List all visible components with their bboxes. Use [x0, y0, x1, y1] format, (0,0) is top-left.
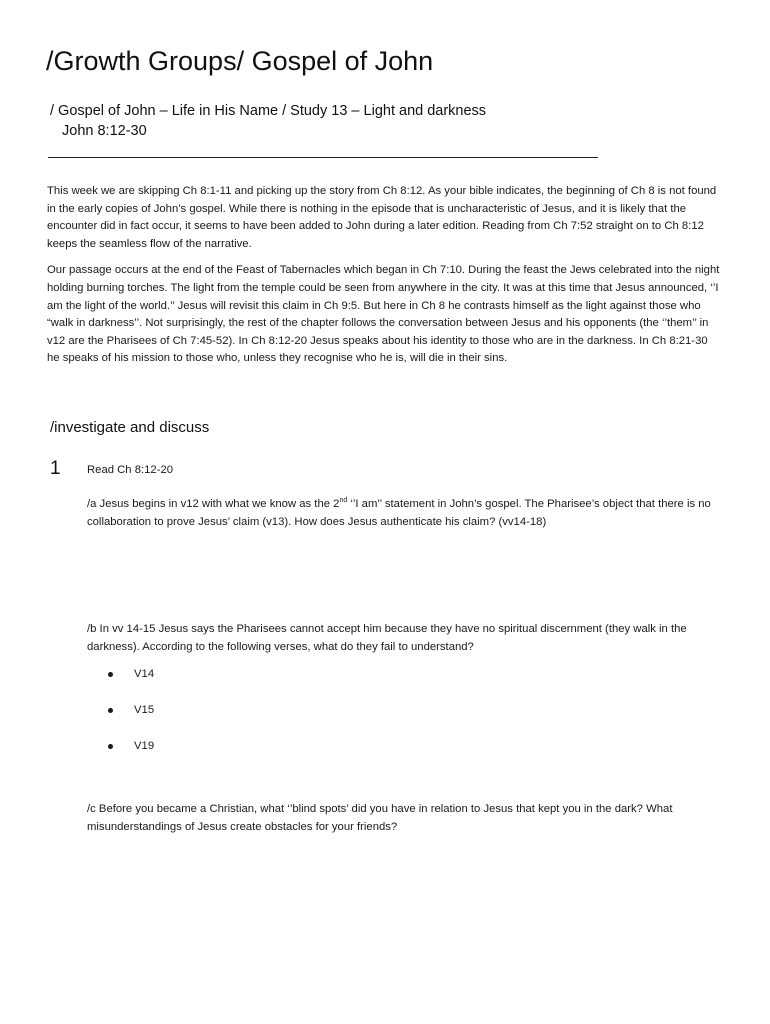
question-part-a [87, 496, 727, 531]
intro-paragraph-1: This week we are skipping Ch 8:1-11 and picking up the story from Ch 8:12. As your bible indicates, the beginning of Ch 8 is not found in the early copies of John’s gospel. While there is nothing in the episode that is uncharacteristic of Jesus, and it is likely that the encounter did in fact occur, it seems to have been added to John during a later edition. Reading from Ch 7:52 straight on to Ch 8:12 keeps the seamless flow of the narrative. [47, 185, 717, 250]
part-a-text-end: ‘’I am’’ statement in John’s gospel. The Pharisee’s object that there is no collaboration to prove Jesus’ claim (v13). How does Jesus authenticate his claim? (vv14-18) [87, 498, 711, 528]
verse-list [108, 666, 154, 774]
header-divider [48, 157, 598, 158]
part-a-text-start: /a Jesus begins in v12 with what we know as the 2 [87, 498, 340, 510]
list-item [108, 738, 154, 774]
bullet-icon [108, 708, 113, 713]
question-part-c: /c Before you became a Christian, what ‘’blind spots’ did you have in relation to Jesus that kept you in the dark? What misunderstandings of Jesus create obstacles for your friends? [87, 803, 673, 833]
passage-reference: John 8:12-30 [62, 123, 147, 139]
page-title: /Growth Groups/ Gospel of John [46, 46, 434, 76]
part-a-superscript: nd [339, 497, 348, 505]
section-heading: /investigate and discuss [50, 419, 210, 436]
bullet-icon [108, 744, 113, 749]
breadcrumb-path: / Gospel of John – Life in His Name / Study 13 – Light and darkness [50, 103, 487, 119]
question-part-b: /b In vv 14-15 Jesus says the Pharisees cannot accept him because they have no spiritual discernment (they walk in the darkness). According to the following verses, what do they fail to understand? [87, 623, 687, 653]
list-item-label: V15 [134, 704, 155, 716]
list-item [108, 702, 154, 738]
breadcrumb [50, 101, 486, 141]
bullet-icon [108, 672, 113, 677]
intro-paragraph-2: Our passage occurs at the end of the Feast of Tabernacles which began in Ch 7:10. During the feast the Jews celebrated into the night holding burning torches. The light from the temple could be seen from anywhere in the city. It was at this time that Jesus announced, ‘’I am the light of the world.’’ Jesus will revisit this claim in Ch 9:5. But here in Ch 8 he contrasts himself as the light against those who “walk in darkness’’. Not surprisingly, the rest of the chapter follows the conversation between Jesus and his opponents (the ‘’them’’ in v12 are the Pharisees of Ch 7:45-52). In Ch 8:12-20 Jesus speaks about his identity to those who are in the darkness. In Ch 8:21-30 he speaks of his mission to those who, unless they recognise who he is, will die in their sins. [47, 264, 720, 365]
intro-section [47, 183, 722, 377]
list-item-label: V14 [134, 668, 155, 680]
question-read-instruction: Read Ch 8:12-20 [87, 464, 174, 476]
question-number: 1 [50, 458, 61, 479]
list-item-label: V19 [134, 740, 155, 752]
list-item [108, 666, 154, 702]
